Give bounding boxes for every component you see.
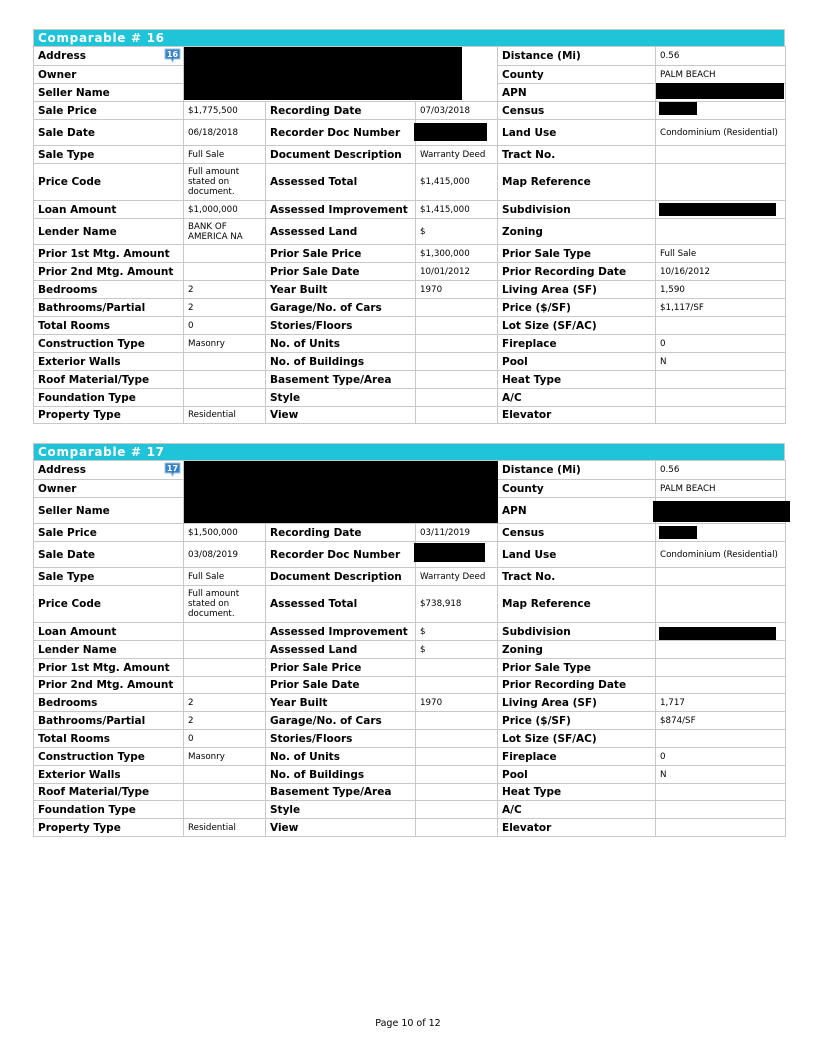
assessed-improvement-label: Assessed Improvement [266, 201, 416, 219]
year-built-label: Year Built [266, 694, 416, 712]
prior-sale-type-value: Full Sale [656, 245, 786, 263]
address-label: Address 17 [34, 461, 184, 480]
distance-value: 0.56 [656, 461, 786, 480]
county-value: PALM BEACH [656, 66, 786, 84]
elevator-value [656, 407, 786, 424]
redaction-block [414, 543, 485, 562]
living-area-label: Living Area (SF) [498, 694, 656, 712]
sale-price-label: Sale Price [34, 524, 184, 542]
price-per-sf-value: $1,117/SF [656, 299, 786, 317]
price-per-sf-label: Price ($/SF) [498, 299, 656, 317]
tract-no-value [656, 146, 786, 164]
roof-material-label: Roof Material/Type [34, 371, 184, 389]
basement-label: Basement Type/Area [266, 371, 416, 389]
map-pin-badge-icon [164, 48, 181, 63]
total-rooms-value: 0 [184, 730, 266, 748]
heat-type-label: Heat Type [498, 371, 656, 389]
elevator-value [656, 819, 786, 837]
prior-1st-mtg-label: Prior 1st Mtg. Amount [34, 659, 184, 677]
recorder-doc-number-label: Recorder Doc Number [266, 120, 416, 146]
map-reference-value [656, 164, 786, 201]
heat-type-label: Heat Type [498, 784, 656, 801]
page-number: Page 10 of 12 [375, 1018, 441, 1029]
zoning-value [656, 219, 786, 245]
prior-2nd-mtg-label: Prior 2nd Mtg. Amount [34, 263, 184, 281]
sale-type-value: Full Sale [184, 146, 266, 164]
prior-sale-type-value [656, 659, 786, 677]
prior-2nd-mtg-label: Prior 2nd Mtg. Amount [34, 677, 184, 694]
units-label: No. of Units [266, 335, 416, 353]
elevator-label: Elevator [498, 407, 656, 424]
census-label: Census [498, 102, 656, 120]
stories-value [416, 317, 498, 335]
bedrooms-label: Bedrooms [34, 694, 184, 712]
living-area-value: 1,590 [656, 281, 786, 299]
pool-value: N [656, 766, 786, 784]
prior-recording-date-value [656, 677, 786, 694]
fireplace-label: Fireplace [498, 748, 656, 766]
prior-recording-date-label: Prior Recording Date [498, 263, 656, 281]
comparable-title: Comparable # 17 [33, 443, 785, 460]
distance-label: Distance (Mi) [498, 461, 656, 480]
sale-price-label: Sale Price [34, 102, 184, 120]
sale-type-label: Sale Type [34, 146, 184, 164]
construction-type-value: Masonry [184, 748, 266, 766]
stories-value [416, 730, 498, 748]
construction-type-label: Construction Type [34, 335, 184, 353]
lot-size-label: Lot Size (SF/AC) [498, 317, 656, 335]
assessed-total-label: Assessed Total [266, 586, 416, 623]
buildings-label: No. of Buildings [266, 353, 416, 371]
living-area-label: Living Area (SF) [498, 281, 656, 299]
year-built-label: Year Built [266, 281, 416, 299]
land-use-label: Land Use [498, 120, 656, 146]
tract-no-label: Tract No. [498, 146, 656, 164]
exterior-walls-label: Exterior Walls [34, 766, 184, 784]
sale-price-value: $1,775,500 [184, 102, 266, 120]
garage-value [416, 712, 498, 730]
redaction-block [184, 461, 498, 523]
sale-type-value: Full Sale [184, 568, 266, 586]
property-type-label: Property Type [34, 819, 184, 837]
garage-value [416, 299, 498, 317]
ac-label: A/C [498, 389, 656, 407]
units-value [416, 748, 498, 766]
fireplace-value: 0 [656, 335, 786, 353]
bedrooms-value: 2 [184, 281, 266, 299]
redaction-block [659, 627, 776, 640]
property-type-value: Residential [184, 407, 266, 424]
comparable-title: Comparable # 16 [33, 29, 785, 46]
pool-value: N [656, 353, 786, 371]
zoning-label: Zoning [498, 641, 656, 659]
assessed-total-value: $1,415,000 [416, 164, 498, 201]
address-label: Address 16 [34, 47, 184, 66]
living-area-value: 1,717 [656, 694, 786, 712]
map-reference-label: Map Reference [498, 586, 656, 623]
units-label: No. of Units [266, 748, 416, 766]
pool-label: Pool [498, 766, 656, 784]
prior-recording-date-value: 10/16/2012 [656, 263, 786, 281]
pool-label: Pool [498, 353, 656, 371]
zoning-value [656, 641, 786, 659]
county-value: PALM BEACH [656, 480, 786, 498]
foundation-type-value [184, 801, 266, 819]
redaction-block [659, 203, 776, 216]
prior-1st-mtg-value [184, 245, 266, 263]
price-per-sf-label: Price ($/SF) [498, 712, 656, 730]
prior-sale-type-label: Prior Sale Type [498, 659, 656, 677]
heat-type-value [656, 371, 786, 389]
lot-size-value [656, 730, 786, 748]
view-value [416, 819, 498, 837]
county-label: County [498, 66, 656, 84]
fireplace-value: 0 [656, 748, 786, 766]
prior-sale-price-value: $1,300,000 [416, 245, 498, 263]
redaction-block [653, 501, 790, 522]
price-code-label: Price Code [34, 164, 184, 201]
redaction-block [656, 83, 784, 99]
prior-2nd-mtg-value [184, 263, 266, 281]
buildings-label: No. of Buildings [266, 766, 416, 784]
sale-date-label: Sale Date [34, 120, 184, 146]
prior-sale-date-value [416, 677, 498, 694]
roof-material-label: Roof Material/Type [34, 784, 184, 801]
units-value [416, 335, 498, 353]
seller-name-label: Seller Name [34, 498, 184, 524]
distance-label: Distance (Mi) [498, 47, 656, 66]
assessed-improvement-label: Assessed Improvement [266, 623, 416, 641]
view-value [416, 407, 498, 424]
buildings-value [416, 353, 498, 371]
tract-no-value [656, 568, 786, 586]
prior-sale-price-label: Prior Sale Price [266, 659, 416, 677]
redaction-block [184, 47, 462, 100]
foundation-type-value [184, 389, 266, 407]
fireplace-label: Fireplace [498, 335, 656, 353]
badge-number: 16 [166, 50, 179, 59]
prior-2nd-mtg-value [184, 677, 266, 694]
map-pin-badge-icon [164, 462, 181, 477]
assessed-land-label: Assessed Land [266, 641, 416, 659]
sale-type-label: Sale Type [34, 568, 184, 586]
bathrooms-value: 2 [184, 712, 266, 730]
land-use-label: Land Use [498, 542, 656, 568]
style-value [416, 389, 498, 407]
bedrooms-label: Bedrooms [34, 281, 184, 299]
assessed-improvement-value: $1,415,000 [416, 201, 498, 219]
elevator-label: Elevator [498, 819, 656, 837]
county-label: County [498, 480, 656, 498]
construction-type-value: Masonry [184, 335, 266, 353]
prior-sale-date-value: 10/01/2012 [416, 263, 498, 281]
prior-1st-mtg-value [184, 659, 266, 677]
garage-label: Garage/No. of Cars [266, 712, 416, 730]
map-reference-value [656, 586, 786, 623]
subdivision-label: Subdivision [498, 201, 656, 219]
price-code-value: Full amount stated on document. [184, 586, 266, 623]
price-code-label: Price Code [34, 586, 184, 623]
exterior-walls-value [184, 353, 266, 371]
sale-date-label: Sale Date [34, 542, 184, 568]
ac-label: A/C [498, 801, 656, 819]
badge-number: 17 [166, 464, 179, 473]
lot-size-label: Lot Size (SF/AC) [498, 730, 656, 748]
assessed-total-value: $738,918 [416, 586, 498, 623]
apn-label: APN [498, 84, 656, 102]
document-description-value: Warranty Deed [416, 146, 498, 164]
owner-label: Owner [34, 480, 184, 498]
heat-type-value [656, 784, 786, 801]
recorder-doc-number-label: Recorder Doc Number [266, 542, 416, 568]
prior-sale-price-value [416, 659, 498, 677]
lender-name-label: Lender Name [34, 641, 184, 659]
lot-size-value [656, 317, 786, 335]
basement-value [416, 371, 498, 389]
redaction-block [659, 102, 697, 115]
prior-sale-price-label: Prior Sale Price [266, 245, 416, 263]
recording-date-label: Recording Date [266, 102, 416, 120]
document-description-label: Document Description [266, 568, 416, 586]
bedrooms-value: 2 [184, 694, 266, 712]
loan-amount-value: $1,000,000 [184, 201, 266, 219]
assessed-total-label: Assessed Total [266, 164, 416, 201]
price-code-value: Full amount stated on document. [184, 164, 266, 201]
view-label: View [266, 819, 416, 837]
style-value [416, 801, 498, 819]
buildings-value [416, 766, 498, 784]
total-rooms-value: 0 [184, 317, 266, 335]
redaction-block [414, 123, 487, 141]
seller-name-label: Seller Name [34, 84, 184, 102]
price-per-sf-value: $874/SF [656, 712, 786, 730]
lender-name-value [184, 641, 266, 659]
property-type-label: Property Type [34, 407, 184, 424]
census-label: Census [498, 524, 656, 542]
owner-label: Owner [34, 66, 184, 84]
loan-amount-label: Loan Amount [34, 201, 184, 219]
total-rooms-label: Total Rooms [34, 317, 184, 335]
construction-type-label: Construction Type [34, 748, 184, 766]
year-built-value: 1970 [416, 694, 498, 712]
ac-value [656, 389, 786, 407]
exterior-walls-label: Exterior Walls [34, 353, 184, 371]
prior-1st-mtg-label: Prior 1st Mtg. Amount [34, 245, 184, 263]
garage-label: Garage/No. of Cars [266, 299, 416, 317]
sale-date-value: 03/08/2019 [184, 542, 266, 568]
apn-label: APN [498, 498, 656, 524]
zoning-label: Zoning [498, 219, 656, 245]
land-use-value: Condominium (Residential) [656, 120, 786, 146]
prior-sale-date-label: Prior Sale Date [266, 263, 416, 281]
prior-sale-date-label: Prior Sale Date [266, 677, 416, 694]
ac-value [656, 801, 786, 819]
basement-label: Basement Type/Area [266, 784, 416, 801]
recording-date-label: Recording Date [266, 524, 416, 542]
exterior-walls-value [184, 766, 266, 784]
map-reference-label: Map Reference [498, 164, 656, 201]
lender-name-value: BANK OF AMERICA NA [184, 219, 266, 245]
year-built-value: 1970 [416, 281, 498, 299]
assessed-improvement-value: $ [416, 623, 498, 641]
assessed-land-value: $ [416, 641, 498, 659]
sale-date-value: 06/18/2018 [184, 120, 266, 146]
view-label: View [266, 407, 416, 424]
document-description-value: Warranty Deed [416, 568, 498, 586]
stories-label: Stories/Floors [266, 730, 416, 748]
style-label: Style [266, 801, 416, 819]
land-use-value: Condominium (Residential) [656, 542, 786, 568]
basement-value [416, 784, 498, 801]
loan-amount-value [184, 623, 266, 641]
total-rooms-label: Total Rooms [34, 730, 184, 748]
lender-name-label: Lender Name [34, 219, 184, 245]
prior-sale-type-label: Prior Sale Type [498, 245, 656, 263]
stories-label: Stories/Floors [266, 317, 416, 335]
prior-recording-date-label: Prior Recording Date [498, 677, 656, 694]
style-label: Style [266, 389, 416, 407]
foundation-type-label: Foundation Type [34, 801, 184, 819]
tract-no-label: Tract No. [498, 568, 656, 586]
loan-amount-label: Loan Amount [34, 623, 184, 641]
assessed-land-label: Assessed Land [266, 219, 416, 245]
document-description-label: Document Description [266, 146, 416, 164]
redaction-block [659, 526, 697, 539]
roof-material-value [184, 371, 266, 389]
recording-date-value: 03/11/2019 [416, 524, 498, 542]
bathrooms-label: Bathrooms/Partial [34, 712, 184, 730]
subdivision-label: Subdivision [498, 623, 656, 641]
bathrooms-value: 2 [184, 299, 266, 317]
bathrooms-label: Bathrooms/Partial [34, 299, 184, 317]
property-type-value: Residential [184, 819, 266, 837]
assessed-land-value: $ [416, 219, 498, 245]
sale-price-value: $1,500,000 [184, 524, 266, 542]
foundation-type-label: Foundation Type [34, 389, 184, 407]
distance-value: 0.56 [656, 47, 786, 66]
recording-date-value: 07/03/2018 [416, 102, 498, 120]
roof-material-value [184, 784, 266, 801]
